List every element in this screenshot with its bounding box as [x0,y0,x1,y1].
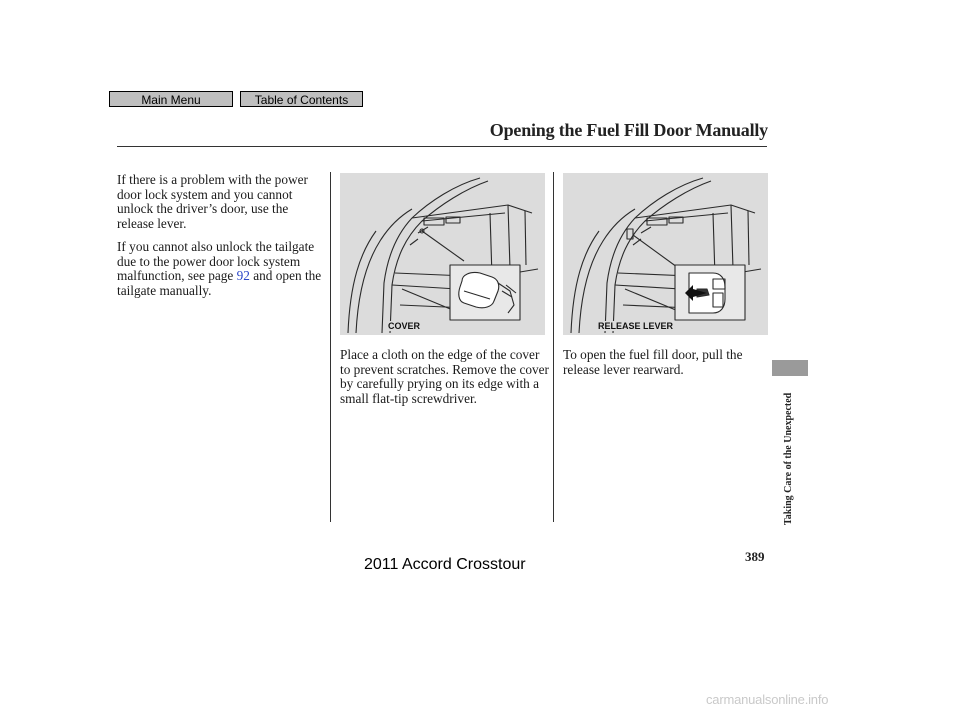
title-divider [117,146,767,147]
section-label: Taking Care of the Unexpected [783,392,794,525]
page-number: 389 [745,549,765,564]
cover-caption: COVER [388,321,421,331]
tailgate-text-end: and open the tailgate manually. [117,268,322,298]
main-menu-button[interactable]: Main Menu [109,91,233,107]
section-tab [772,360,808,376]
table-of-contents-button[interactable]: Table of Contents [240,91,363,107]
tailgate-text-start: If you cannot also unlock the tailgate due to the power door lock system malfunction, see page [117,239,315,283]
column-divider-1 [330,172,331,522]
tailgate-paragraph [117,240,325,298]
page-92-link[interactable]: 92 [236,268,250,283]
cargo-area-cover-drawing [340,173,545,335]
cover-illustration [340,173,545,335]
lever-instructions: To open the fuel fill door, pull the release lever rearward. [563,347,743,377]
intro-paragraph: If there is a problem with the power door lock system and you cannot unlock the driver’s door, use the release lever. [117,172,308,231]
release-lever-illustration [563,173,768,335]
page-title: Opening the Fuel Fill Door Manually [489,120,768,140]
model-name: 2011 Accord Crosstour [364,556,526,573]
cargo-area-lever-drawing [563,173,768,335]
release-lever-caption: RELEASE LEVER [598,321,674,331]
column-divider-2 [553,172,554,522]
cover-instructions: Place a cloth on the edge of the cover to prevent scratches. Remove the cover by carefully prying on its edge with a small flat-tip screwdriver. [340,347,549,406]
watermark: carmanualsonline.info [706,692,829,707]
